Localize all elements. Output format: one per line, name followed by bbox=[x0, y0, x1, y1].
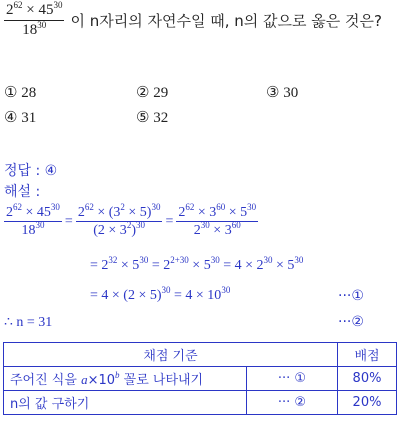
table-row bbox=[4, 367, 397, 391]
question-fraction: $\frac{2^{62} \times 45^{30}}{18^{30}}$ bbox=[6, 0, 63, 38]
answer-label: 정답 : bbox=[4, 163, 41, 179]
grading-mark: ··· ② bbox=[247, 391, 338, 415]
choice-2[interactable]: ② 29 bbox=[136, 85, 169, 101]
grading-header-row bbox=[4, 343, 397, 367]
answer-line bbox=[4, 160, 57, 180]
grading-mark: ··· ① bbox=[247, 367, 338, 391]
grading-criterion: 주어진 식을 $a\times 10^b$ 꼴로 나타내기 bbox=[4, 367, 247, 391]
choice-3[interactable]: ③ 30 bbox=[266, 85, 299, 101]
grading-criterion: n의 값 구하기 bbox=[4, 391, 247, 415]
question-line bbox=[4, 2, 382, 39]
table-row bbox=[4, 391, 397, 415]
grading-points: 80% bbox=[338, 367, 397, 391]
question-text: 이 n자리의 자연수일 때, n의 값으로 옳은 것은? bbox=[70, 11, 382, 30]
choice-1[interactable]: ① 28 bbox=[4, 85, 37, 101]
grading-points: 20% bbox=[338, 391, 397, 415]
grading-points-header: 배점 bbox=[338, 343, 397, 367]
solution-mark-1: ···① bbox=[338, 288, 364, 304]
grading-table bbox=[3, 342, 397, 415]
solution-conclusion: ∴ n = 31 bbox=[4, 315, 53, 330]
solution-equation-1: $\frac{2^{62} \times 45^{30}}{18^{30}}$ = $\frac{2^{62} \times (3^2 \times 5)^{30}}{(2 \times 3^2)^{30}}$ = $\frac{2^{62} \times 3^{60} \times 5^{30}}{2^{30} \times 3^{60}}$ bbox=[6, 202, 257, 239]
choice-4[interactable]: ④ 31 bbox=[4, 110, 37, 126]
choice-5[interactable]: ⑤ 32 bbox=[136, 110, 169, 126]
solution-mark-2: ···② bbox=[338, 314, 364, 330]
solution-label: 해설 : bbox=[4, 184, 41, 200]
solution-equation-3: = $4 \times (2 \times 5)^{30} = 4 \times 10^{30}$ bbox=[90, 285, 231, 303]
answer-value: ④ bbox=[44, 163, 58, 179]
grading-header: 채점 기준 bbox=[4, 343, 338, 367]
solution-equation-2: = $2^{32} \times 5^{30} = 2^{2+30} \times 5^{30} = 4 \times 2^{30} \times 5^{30}$ bbox=[90, 255, 304, 273]
